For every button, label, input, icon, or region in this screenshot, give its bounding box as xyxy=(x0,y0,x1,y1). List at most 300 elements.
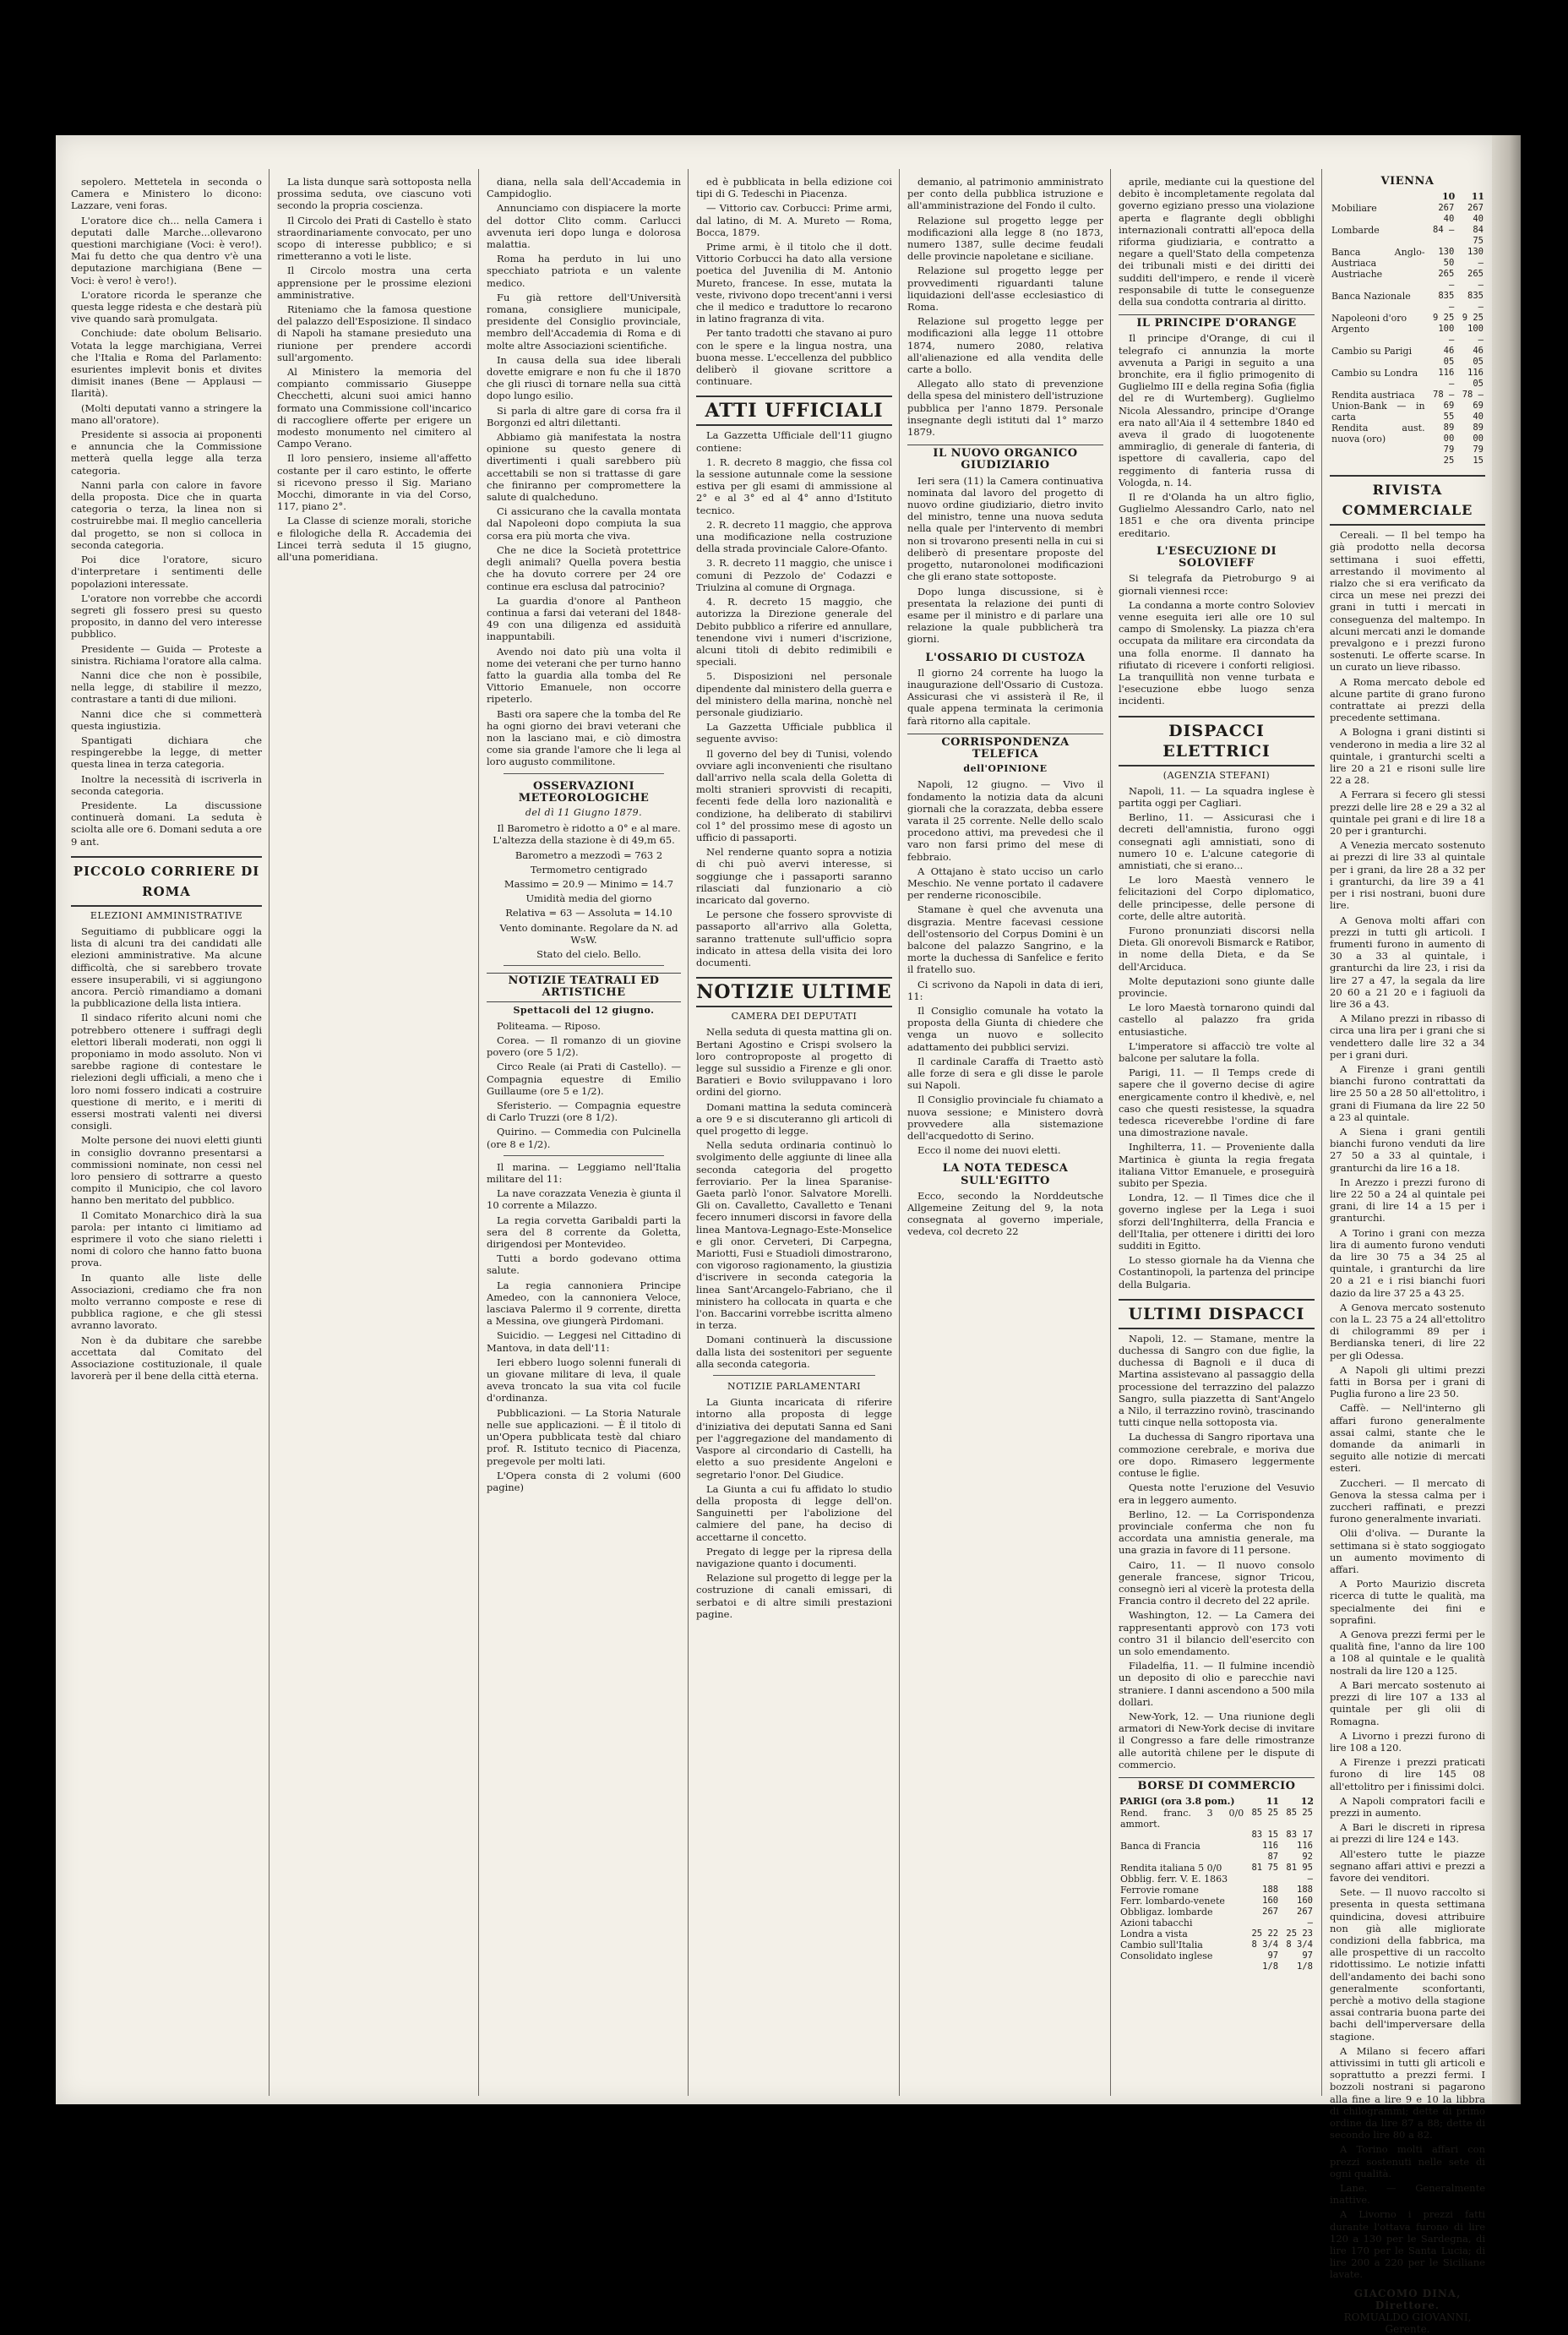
paragraph: Il sindaco riferito alcuni nomi che potrebbero ottenere i suffragi degli elettori liberali moderati, non oggi li proponiamo in modo assoluto. Non vi sarebbe ragione di contestare le rielezioni degli ufficiali, a meno che i loro nomi fossero indicati a costruire questione di merito, e i meriti di essersi mostrati valenti nei diversi consigli. xyxy=(71,1012,262,1132)
paragraph: Basti ora sapere che la tomba del Re ha ogni giorno dei bravi veterani che non la lasciano mai, e ciò dimostra come sia grande l'amore che li lega al loro augusto commilitone. xyxy=(487,707,681,768)
paragraph: Ci scrivono da Napoli in data di ieri, 11: xyxy=(907,978,1103,1002)
table-row xyxy=(1330,203,1485,225)
meteo-line: Termometro centigrado xyxy=(530,863,648,876)
vienna-header-label xyxy=(1330,190,1427,203)
paragraph: Lane. — Generalmente inattive. xyxy=(1330,2182,1485,2207)
table-row xyxy=(1119,1907,1315,1918)
paragraph: Al Ministero la memoria del compianto commissario Giuseppe Checchetti, alcuni suoi amici hanno formato una Commissione coll'incarico di raccogliere offerte per erigere un modesto monumento nel cimitero al Campo Verano. xyxy=(277,366,471,450)
table-cell-label: Rend. franc. 3 0/0 ammort. xyxy=(1120,1808,1244,1830)
section-title-vienna: VIENNA xyxy=(1380,175,1435,188)
table-cell-label: Rendita italiana 5 0/0 xyxy=(1120,1863,1222,1874)
paragraph: Per tanto tradotti che stavano ai puro con le spere e la lingua nostra, una buona messe. L'eccellenza del pubblico deliberò il giovane scrittore a continuare. xyxy=(696,327,892,388)
paragraph: Nella seduta ordinaria continuò lo svolgimento delle aggiunte di linee alla seconda categoria del progetto ferroviario. Per la linea Sparanise-Gaeta parlò l'onor. Salvatore Morelli. Gli on. Cavalletto, Cavalletto e Tenani fecero innumeri discorsi in favore della linea Mantova-Legnago-Este-Monselice e gli onor. Cerveteri, Di Carpegna, Mariotti, Fusi e Stuadioli dimostrarono, con vigoroso ragionamento, la giustizia d'iscrivere in seconda categoria la linea Sant'Arcangelo-Fabriano, che il ministero ha collocata in quarta e che l'on. Baccarini vorrebbe iscritta almeno in terza. xyxy=(696,1139,892,1332)
director-name: GIACOMO DINA, Direttore. xyxy=(1353,2287,1462,2311)
table-cell-label: Argento xyxy=(1331,324,1369,336)
table-row xyxy=(1330,291,1485,313)
paragraph: Questa notte l'eruzione del Vesuvio era in leggero aumento. xyxy=(1119,1481,1315,1506)
paragraph: La nave corazzata Venezia è giunta il 10 corrente a Milazzo. xyxy=(487,1187,681,1212)
table-cell-value: 81 75 xyxy=(1251,1863,1279,1874)
meteo-line: Stato del cielo. Bello. xyxy=(536,947,641,960)
paragraph: Abbiamo già manifestata la nostra opinione su questo genere di divertimenti i quali sarebbero più accettabili se non si trattasse di gare che finiranno per compromettere la salute di qualcheduno. xyxy=(487,431,681,504)
paragraph: Pubblicazioni. — La Storia Naturale nelle sue applicazioni. — È il titolo di un'Opera pubblicata testè dal chiaro prof. R. Istituto tecnico di Piacenza, pregevole per molti lati. xyxy=(487,1406,681,1467)
table-cell-value: 160 xyxy=(1297,1896,1313,1907)
paragraph: La duchessa di Sangro riportava una commozione cerebrale, e moriva due ore dopo. Rimasero leggermente contuse le figlie. xyxy=(1119,1431,1315,1480)
table-cell-value: 188 xyxy=(1297,1885,1313,1896)
column-7 xyxy=(1330,175,1485,2335)
paragraph: Presidente si associa ai proponenti e annuncia che la Commissione metterà quella legge alla terza categoria. xyxy=(71,428,262,477)
table-cell-label: Ferrovie romane xyxy=(1120,1885,1199,1896)
paragraph: L'oratore dice ch... nella Camera i deputati dalle Marche...ollevarono questioni marchigiane (Voci: è vero!). Mai fu detto che qua dentro v'è una deputazione marchigiana (Bene — Voci: è vero! è vero!). xyxy=(71,214,262,286)
table-cell-value: 79 25 xyxy=(1443,445,1455,466)
table-cell-label: Cambio su Parigi xyxy=(1331,346,1413,357)
paragraph: Seguitiamo di pubblicare oggi la lista di alcuni tra dei candidati alle elezioni amministrative. Ma alcune difficoltà, che si sarebbero trovate essere insuperabili, vi si aggiungono ancora. Perciò rimandiamo a domani la pubblicazione della lista intiera. xyxy=(71,925,262,1010)
table-cell-label: Napoleoni d'oro xyxy=(1331,313,1407,325)
paragraph: Avendo noi dato più una volta il nome dei veterani che per turno hanno fatto la guardia alla tomba del Re Vittorio Emanuele, non occorre ripeterlo. xyxy=(487,645,681,706)
column-3-text xyxy=(487,176,681,768)
meteo-line: Relativa = 63 — Assoluta = 14.10 xyxy=(505,907,672,919)
column-divider xyxy=(478,169,479,2096)
column-5 xyxy=(907,176,1103,2094)
section-title-teatrali: NOTIZIE TEATRALI ED ARTISTICHE xyxy=(487,973,681,1001)
paragraph: Annunciamo con dispiacere la morte del dottor Clito comm. Carlucci avvenuta ieri dopo lunga e dolorosa malattia. xyxy=(487,202,681,251)
paragraph: Allegato allo stato di prevenzione della spesa del ministero dell'istruzione pubblica per l'anno 1879. Personale insegnante degli istituti dal 1° marzo 1879. xyxy=(907,378,1103,439)
table-cell-value: 100 — xyxy=(1467,324,1484,346)
paragraph: Furono pronunziati discorsi nella Dieta. Gli onorevoli Bismarck e Ratibor, in nome della Dieta, e da Se dell'Arciduca. xyxy=(1119,924,1315,973)
paragraph: Cairo, 11. — Il nuovo consolo generale francese, signor Tricou, consegnò ieri al vicerè la protesta della Francia contro il decreto del 22 aprile. xyxy=(1119,1558,1315,1607)
table-cell-value: 89 00 xyxy=(1443,423,1455,445)
paragraph: 5. Disposizioni nel personale dipendente dal ministero della guerra e del ministero della marina, nonchè nel personale giudiziario. xyxy=(696,670,892,718)
table-cell-value: 69 55 xyxy=(1443,401,1455,423)
table-row xyxy=(1119,1896,1315,1907)
table-cell-value: 79 15 xyxy=(1473,445,1484,466)
paragraph: A Bologna i grani distinti si venderono in media a lire 32 al quintale, i granturchi scelti a lire 20 a 21 e risoni sulle lire 22 a 28. xyxy=(1330,726,1485,787)
theatre-line: Quirino. — Commedia con Pulcinella (ore 8 e 1/2). xyxy=(487,1126,681,1150)
borsa-header-market: PARIGI (ora 3.8 pom.) xyxy=(1119,1796,1235,1808)
paragraph: Molte deputazioni sono giunte dalle provincie. xyxy=(1119,974,1315,999)
paragraph: Il re d'Olanda ha un altro figlio, Guglielmo Alessandro Carlo, nato nel 1851 e che ora diventa principe ereditario. xyxy=(1119,491,1315,539)
paragraph: Olii d'oliva. — Durante la settimana si è stato soggiogato un aumento movimento di affari. xyxy=(1330,1527,1485,1576)
paragraph: Le loro Maestà tornarono quindi dal castello al palazzo fra grida entusiastiche. xyxy=(1119,1001,1315,1038)
table-cell-value: 265 — xyxy=(1467,269,1484,291)
table-row xyxy=(1330,324,1485,346)
paragraph: Il Comitato Monarchico dirà la sua parola: per intanto ci limitiamo ad esprimere il voto che siano rieletti i nomi di coloro che hanno fatto buona prova. xyxy=(71,1208,262,1269)
paragraph: Nanni parla con calore in favore della proposta. Dice che in quarta categoria o terza, la linea non si costruirebbe mai. Il meglio cancelleria dal progetto, se non si colloca in seconda categoria. xyxy=(71,478,262,551)
borsa-header-day1: 11 xyxy=(1266,1796,1280,1808)
table-cell-value: 188 xyxy=(1262,1885,1279,1896)
paragraph: Inghilterra, 11. — Proveniente dalla Martinica è giunta la regia fregata italiana Vittor Emanuele, e proseguirà subito per Spezia. xyxy=(1119,1141,1315,1190)
paragraph: Nanni dice che non è possibile, nella legge, di stabilire il mezzo, contrastare a tanti di due milioni. xyxy=(71,668,262,706)
section-title-principe: IL PRINCIPE D'ORANGE xyxy=(1119,314,1315,330)
paragraph: L'oratore non vorrebbe che accordi segreti gli fossero presi su questo proposito, in danno del vero interesse pubblico. xyxy=(71,592,262,641)
paragraph: Ieri ebbero luogo solenni funerali di un giovane militare di leva, il quale aveva troncato la sua vita col fucile d'ordinanza. xyxy=(487,1356,681,1405)
table-row xyxy=(1330,269,1485,291)
dispacci-text xyxy=(1119,785,1315,1290)
table-row xyxy=(1330,401,1485,423)
paragraph: Il marina. — Leggiamo nell'Italia militare del 11: xyxy=(487,1160,681,1186)
table-row xyxy=(1119,1939,1315,1950)
meteo-line: Barometro a mezzodì = 763 2 xyxy=(514,848,663,861)
column-1 xyxy=(71,176,262,2094)
paragraph: 2. R. decreto 11 maggio, che approva una modificazione nella costruzione della strada provinciale Calore-Ofanto. xyxy=(696,518,892,555)
table-row xyxy=(1119,1830,1315,1841)
meteo-line: Vento dominante. Regolare da N. ad WsW. xyxy=(499,921,678,946)
paragraph: diana, nella sala dell'Accademia in Campidoglio. xyxy=(487,176,681,200)
paragraph: Il cardinale Caraffa di Traetto astò alle forze di sera e gli disse le parole sui Napoli. xyxy=(907,1055,1103,1092)
section-subtitle-spettacoli: Spettacoli del 12 giugno. xyxy=(513,1004,655,1016)
paragraph: Lo stesso giornale ha da Vienna che Costantinopoli, la partenza del principe della Bulgaria. xyxy=(1119,1254,1315,1290)
paragraph: Napoli, 12. — Stamane, mentre la duchessa di Sangro con due figlie, la duchessa di Bagnoli e il duca di Martina assistevano al passaggio della processione del terrazzino del palazzo Sangro, sulla piazzetta di Sant'Angelo a Nilo, il terrazzino rovinò, trascinando tutti cinque nella sottoposta via. xyxy=(1119,1332,1315,1429)
paragraph: Il governo del bey di Tunisi, volendo ovviare agli inconvenienti che risultano dall'arrivo nella scala della Goletta di molti stranieri sprovvisti di recapiti, fecenti fede della loro nazionalità e condizione, ha deliberato di stabilirvi col 1° del prossimo mese di agosto un ufficio di passaporti. xyxy=(696,747,892,843)
column-2 xyxy=(277,176,471,2094)
paragraph: A Bari mercato sostenuto ai prezzi di lire 107 a 133 al quintale per gli olii di Romagna. xyxy=(1330,1678,1485,1727)
paragraph: — Vittorio cav. Corbucci: Prime armi, dal latino, di M. A. Mureto — Roma, Bocca, 1879. xyxy=(696,202,892,238)
egitto-text xyxy=(907,1190,1103,1238)
paragraph: Si parla di altre gare di corsa fra il Borgonzi ed altri dilettanti. xyxy=(487,404,681,428)
meteo-line: Umidità media del giorno xyxy=(525,892,652,905)
table-cell-value: 267 xyxy=(1262,1907,1279,1918)
paragraph: La regia corvetta Garibaldi parti la sera del 8 corrente da Goletta, dirigendosi per Montevideo. xyxy=(487,1214,681,1251)
divider-rule xyxy=(713,1375,875,1376)
table-row xyxy=(1330,390,1485,401)
paragraph: A Siena i grani gentili bianchi furono venduti da lire 27 50 a 33 al quintale, i granturchi da lire 16 a 18. xyxy=(1330,1125,1485,1174)
borsa-table xyxy=(1119,1795,1315,1972)
paragraph: Il loro pensiero, insieme all'affetto costante per il caro estinto, le offerte si ricevono presso il Sig. Mariano Mocchi, dimorante in via del Corso, 117, piano 2°. xyxy=(277,452,471,513)
paragraph: A Milano prezzi in ribasso di circa una lira per i grani che si vendettero dalle lire 32 a 34 per i grani duri. xyxy=(1330,1012,1485,1061)
table-cell-label: Londra a vista xyxy=(1120,1929,1188,1940)
principe-text xyxy=(1119,332,1315,538)
paragraph: A Bari le discreti in ripresa ai prezzi di lire 124 e 143. xyxy=(1330,1821,1485,1846)
divider-rule xyxy=(504,1155,664,1156)
table-cell-value: 84 — xyxy=(1433,225,1455,236)
paragraph: Sete. — Il nuovo raccolto si presenta in questa settimana quindicina, dovesi attribuire non già alle migliorate condizioni della fabbrica, ma alle prospettive di un raccolto ridottissimo. Le notizie infatti dell'andamento dei bachi sono generalmente sconfortanti, perchè a motivo della stagione assai contraria buona parte dei bachi dell'imperversare della stagione. xyxy=(1330,1886,1485,2043)
paragraph: Londra, 12. — Il Times dice che il governo inglese per la Lega i suoi sforzi dell'Inghilterra, della Francia e dell'Italia, per ottenere i diritti dei loro sudditi in Egitto. xyxy=(1119,1192,1315,1252)
paragraph: (Molti deputati vanno a stringere la mano all'oratore). xyxy=(71,401,262,426)
paragraph: L'oratore ricorda le speranze che questa legge ridesta e che destarà più vive quando sarà promulgata. xyxy=(71,288,262,325)
paragraph: Il principe d'Orange, di cui il telegrafo ci annunzia la morte avvenuta a Parigi in seguito a una bronchite, era il figlio primogenito di Guglielmo III e della regina Sofia (figlia del re di Wurtemberg). Guglielmo Nicola Alessandro, principe d'Orange era nato all'Aia il 4 settembre 1840 ed aveva il grado di luogotenente ammiraglio, di generale di fanteria, di ispettore di cavalleria, capo del reggimento di fanteria russa di Vologda, n. 14. xyxy=(1119,332,1315,488)
table-cell-value: 835 — xyxy=(1438,291,1455,313)
paragraph: Parigi, 11. — Il Temps crede di sapere che il governo decise di agire energicamente contro il khedivè, e, nel caso che questi resistesse, la squadra tedesca riceverebbe l'ordine di fare una dimostrazione navale. xyxy=(1119,1067,1315,1139)
column-1-text xyxy=(71,176,262,848)
table-cell-value: 9 25 xyxy=(1433,313,1455,324)
theatre-line: Corea. — Il romanzo di un giovine povero (ore 5 1/2). xyxy=(487,1034,681,1059)
table-cell-value: 9 25 xyxy=(1462,313,1484,324)
table-row xyxy=(1119,1841,1315,1863)
paragraph: A Ferrara si fecero gli stessi prezzi delle lire 28 e 29 a 32 al quintale pei grani e di lire 18 a 20 per i granturchi. xyxy=(1330,788,1485,837)
table-cell-label: Ferr. lombardo-venete xyxy=(1120,1896,1225,1907)
paragraph: Non è da dubitare che sarebbe accettata dal Comitato del Associazione costituzionale, il quale lavorerà per il bene della città eterna. xyxy=(71,1334,262,1383)
column-4-text xyxy=(696,176,892,387)
section-subtitle-opinione: dell'OPINIONE xyxy=(963,763,1048,775)
vienna-header-day2: 11 xyxy=(1471,191,1484,203)
paragraph: Tutti a bordo godevano ottima salute. xyxy=(487,1252,681,1277)
table-cell-value: 160 xyxy=(1262,1896,1279,1907)
theatre-lines xyxy=(487,1020,681,1150)
column-divider xyxy=(899,169,900,2096)
paragraph: Conchiude: date obolum Belisario. Votata la legge marchigiana, Verrei che l'Italia e Roma del Parlamento: esurientes implevit bonis et divites dimisit inanes (Bene — Applausi — Ilarità). xyxy=(71,327,262,400)
meteo-lines xyxy=(487,822,681,960)
paragraph: Suicidio. — Leggesi nel Cittadino di Mantova, in data dell'11: xyxy=(487,1329,681,1354)
paragraph: L'imperatore si affacciò tre volte al balcone per salutare la folla. xyxy=(1119,1039,1315,1064)
table-cell-value: 267 40 xyxy=(1438,203,1455,225)
paragraph: Nella seduta di questa mattina gli on. Bertani Agostino e Crispi svolsero la loro controproposte al progetto di legge sul sussidio a Firenze e gli onor. Baratieri e Bovio sviluppavano i loro ordini del giorno. xyxy=(696,1026,892,1099)
table-cell-label: Banca Anglo-Austriaca xyxy=(1331,247,1425,270)
paragraph: Pregato di legge per la ripresa della navigazione quanto i documenti. xyxy=(696,1545,892,1569)
column-5-text xyxy=(907,176,1103,438)
paragraph: Nel renderne quanto sopra a notizia di chi può avervi interesse, si soggiunge che i passaporti saranno rilasciati dal funzionario a ciò incaricato dal governo. xyxy=(696,846,892,906)
page-edge xyxy=(1492,135,1521,2104)
section-title-borse: BORSE DI COMMERCIO xyxy=(1119,1777,1315,1792)
newspaper-page xyxy=(56,135,1492,2335)
paragraph: Relazione sul progetto legge per modificazioni alla legge 8 (no 1873, numero 1387, sulle decime feudali delle provincie napoletane e siciliane. xyxy=(907,214,1103,263)
soloviev-text xyxy=(1119,572,1315,707)
table-cell-value: 84 75 xyxy=(1473,225,1484,247)
paragraph: Zuccheri. — Il mercato di Genova la stessa calma per i zuccheri raffinati, e prezzi furono generalmente invariati. xyxy=(1330,1476,1485,1525)
table-cell-value: 83 17 xyxy=(1286,1830,1313,1841)
paragraph: A Roma mercato debole ed alcune partite di grano furono contrattate ai prezzi della precedente settimana. xyxy=(1330,675,1485,724)
table-cell-label: Obbligaz. lombarde xyxy=(1120,1907,1213,1918)
paragraph: 1. R. decreto 8 maggio, che fissa col la sessione autunnale come la sessione estiva per gli esami di ammissione al 2° e al 3° ed al 4° anno d'Istituto tecnico. xyxy=(696,456,892,516)
paragraph: Riteniamo che la famosa questione del palazzo dell'Esposizione. Il sindaco di Napoli ha stamane presieduto una riunione per prendere accordi sull'argomento. xyxy=(277,303,471,363)
corrispondenza-text xyxy=(907,778,1103,1156)
paragraph: Cereali. — Il bel tempo ha già prodotto nella decorsa settimana i suoi effetti, arrestando il movimento al rialzo che si era verificato da circa un mese nei prezzi dei grani in tutti i mercati in conseguenza del maltempo. In alcuni mercati anzi le domande prevalgono e i prezzi furono sostenuti. Le offerte scarse. In un curato un lieve ribasso. xyxy=(1330,529,1485,674)
section-subtitle-parlamentari: NOTIZIE PARLAMENTARI xyxy=(727,1381,861,1393)
column-divider xyxy=(1321,169,1322,2096)
section-title-corrispondenza: CORRISPONDENZA TELEFICA xyxy=(907,734,1103,761)
section-subtitle-elezioni: ELEZIONI AMMINISTRATIVE xyxy=(90,909,243,921)
table-cell-value: 267 40 xyxy=(1467,203,1484,225)
table-cell-value: 25 23 xyxy=(1286,1929,1313,1939)
paragraph: Domani mattina la seduta comincerà a ore 9 e si discuteranno gli articoli di quel progetto di legge. xyxy=(696,1100,892,1137)
column-2-text xyxy=(277,176,471,563)
column-3 xyxy=(487,176,681,2094)
paragraph: Relazione sul progetto legge per provvedimenti riguardanti talune liquidazioni dell'asse ecclesiastico di Roma. xyxy=(907,265,1103,314)
paragraph: Nanni dice che si commetterà questa ingiustizia. xyxy=(71,707,262,732)
paragraph: Ieri sera (11) la Camera continuativa nominata dal lavoro del progetto di nuovo ordine giudiziario, dietro invito del ministro, tenne una nuova seduta nella quale per l'intervento di membri non si trovarono presenti nella in cui si deliberò di presentare proposte del progetto, nutaronolonei modificazioni che gli erano state sottoposte. xyxy=(907,474,1103,583)
table-cell-label: Cambio su Londra xyxy=(1331,368,1418,379)
paragraph: A Milano si fecero affari attivissimi in tutti gli articoli e soprattutto a prezzi fermi. I bozzoli nostrani si pagarono alla fine a lire 9 e 10 la libbra di chilogrammi; dette di primo ordine da lire 87 a 88; dette di secondo lire 80 a 82. xyxy=(1330,2044,1485,2141)
paragraph: ed è pubblicata in bella edizione coi tipi di G. Tedeschi in Piacenza. xyxy=(696,176,892,200)
table-cell-value: 78 — xyxy=(1433,390,1455,401)
paragraph: Relazione sul progetto legge per modificazioni alla legge 11 ottobre 1874, numero 2080, relativa all'alienazione ed alla vendita delle carte a bollo. xyxy=(907,315,1103,376)
paragraph: La regia cannoniera Principe Amedeo, con la cannoniera Veloce, lasciava Palermo il 9 corrente, diretta a Messina, ove giungerà Pirdomani. xyxy=(487,1279,681,1328)
paragraph: A Genova molti affari con prezzi in tutti gli articoli. I frumenti furono in aumento di 30 a 33 al quintale, i granturchi da lire 23, i risi da lire 27 a 47, la segala da lire 20 60 a 21 20 e i fagiuoli da lire 36 a 43. xyxy=(1330,914,1485,1010)
table-cell-value: 83 15 xyxy=(1251,1830,1279,1841)
meteo-line: Massimo = 20.9 — Minimo = 14.7 xyxy=(504,877,674,890)
borsa-header-day2: 12 xyxy=(1300,1796,1314,1808)
paragraph: Ci assicurano che la cavalla montata dal Napoleoni dopo compiuta la sua corsa era più morta che viva. xyxy=(487,505,681,542)
section-title-notizie-ultime: NOTIZIE ULTIME xyxy=(696,977,892,1007)
section-title-rivista-commerciale: RIVISTA COMMERCIALE xyxy=(1330,475,1485,526)
paragraph: La Giunta incaricata di riferire intorno alla proposta di legge d'iniziativa dei deputati Sanna ed Sani per l'aggregazione del mandamento di Vaspore al circondario di Castelli, ha eletto a suo presidente Angeloni e segretario l'onor. Del Giudice. xyxy=(696,1396,892,1481)
paragraph: A Porto Maurizio discreta ricerca di tutte le qualità, ma specialmente dei fini e soprafini. xyxy=(1330,1578,1485,1626)
table-cell-value: 835 — xyxy=(1467,291,1484,313)
table-cell-value: 69 40 xyxy=(1473,401,1484,423)
paragraph: demanio, al patrimonio amministrato per conto della pubblica istruzione e all'amministrazione del Fondo il culto. xyxy=(907,176,1103,212)
paragraph: Napoli, 12 giugno. — Vivo il fondamento la notizia data da alcuni giornali che la corazzata, debba essere varata il 25 corrente. Nelle dello scalo procedono attivi, ma prevedesi che il varo non farsi primo del mese di febbraio. xyxy=(907,778,1103,863)
paragraph: Washington, 12. — La Camera dei rappresentanti approvò con 173 voti contro 31 il bilancio dell'esercito con un solo emendamento. xyxy=(1119,1609,1315,1657)
paragraph: A Firenze i prezzi praticati furono di lire 145 08 all'ettolitro per i finissimi dolci. xyxy=(1330,1756,1485,1792)
paragraph: Ecco il nome dei nuovi eletti. xyxy=(917,1144,1061,1157)
table-cell-value: 267 xyxy=(1297,1907,1313,1918)
table-cell-label: Austriache xyxy=(1331,269,1383,281)
paragraph: In Arezzo i prezzi furono di lire 22 50 a 24 al quintale pei grani, di lire 14 a 15 per i granturchi. xyxy=(1330,1176,1485,1225)
table-cell-value: 97 1/8 xyxy=(1297,1950,1313,1972)
paragraph: Il Consiglio provinciale fu chiamato a nuova sessione; e Ministero dovrà provvedere alla sistemazione dell'acquedotto di Serino. xyxy=(907,1094,1103,1143)
paragraph: 4. R. decreto 15 maggio, che autorizza la Direzione generale del Debito pubblico a riferire ed annullare, tenendone vivi i numeri d'iscrizione, alcuni titoli di debito redimibili e speciali. xyxy=(696,596,892,668)
table-cell-value: 25 22 xyxy=(1251,1929,1279,1939)
section-title-ultimi-dispacci: ULTIMI DISPACCI xyxy=(1119,1299,1315,1329)
paragraph: Che ne dice la Società protettrice degli animali? Quella povera bestia che ha dovuto correre per 24 ore continue era esclusa dal patrocinio? xyxy=(487,543,681,592)
table-row xyxy=(1330,313,1485,324)
section-title-atti-ufficiali: ATTI UFFICIALI xyxy=(696,396,892,426)
table-cell-value: 97 1/8 xyxy=(1262,1950,1279,1972)
table-row xyxy=(1119,1863,1315,1874)
divider-rule xyxy=(504,965,664,966)
piccolo-text xyxy=(71,925,262,1383)
table-cell-value: 130 — xyxy=(1467,247,1484,269)
paragraph: Fu già rettore dell'Università romana, consigliere municipale, presidente del Consiglio provinciale, membro dell'Accademia di Roma e di molte altre Associazioni scientifiche. xyxy=(487,291,681,352)
section-title-soloviev: L'ESECUZIONE DI SOLOVIEFF xyxy=(1156,544,1277,570)
paragraph: Presidente — Guida — Proteste a sinistra. Richiama l'oratore alla calma. xyxy=(71,642,262,667)
table-cell-value: 8 3/4 xyxy=(1286,1939,1313,1950)
paragraph: Si telegrafa da Pietroburgo 9 ai giornali viennesi rcce: xyxy=(1119,572,1315,597)
table-cell-value: — xyxy=(1307,1874,1313,1885)
paragraph: Relazione sul progetto di legge per la costruzione di canali emissari, di serbatoi e di altre simili prestazioni pagine. xyxy=(696,1572,892,1620)
paragraph: La Gazzetta Ufficiale pubblica il seguente avviso: xyxy=(696,721,892,745)
paragraph: A Ottajano è stato ucciso un carlo Meschio. Ne venne portato il cadavere per renderne riconoscibile. xyxy=(907,865,1103,902)
vienna-table xyxy=(1330,190,1485,466)
table-row xyxy=(1330,346,1485,368)
table-row xyxy=(1119,1874,1315,1885)
table-cell-label xyxy=(1119,1830,1245,1841)
table-cell-value: 265 — xyxy=(1438,269,1455,291)
paragraph: Dopo lunga discussione, si è presentata la relazione dei punti di esame per il ministro e di parlare una relazione la quale pubblicherà tra giorni. xyxy=(907,585,1103,646)
table-cell-label: Azioni tabacchi xyxy=(1120,1918,1193,1929)
paragraph: La guardia d'onore al Pantheon continua a farsi dai veterani del 1848-49 con una diligenza ed assiduità inappuntabili. xyxy=(487,594,681,643)
table-cell-value: 130 50 xyxy=(1438,247,1455,269)
table-cell-label: Rendita aust. nuova (oro) xyxy=(1331,423,1425,445)
theatre-line: Sferisterio. — Compagnia equestre di Carlo Truzzi (ore 8 1/2). xyxy=(487,1099,681,1124)
table-cell-value: 8 3/4 xyxy=(1251,1939,1279,1950)
table-cell-value: 46 05 xyxy=(1443,346,1455,368)
divider-rule xyxy=(504,773,664,774)
paragraph: Domani continuerà la discussione dalla lista dei sostenitori per seguente alla seconda categoria. xyxy=(696,1334,892,1370)
paragraph: Il Circolo dei Prati di Castello è stato straordinariamente convocato, per uno scopo di interesse pubblico; e si rimetteranno a voti le liste. xyxy=(277,214,471,263)
section-subtitle-stefani: (AGENZIA STEFANI) xyxy=(1162,769,1271,781)
vienna-header-day1: 10 xyxy=(1441,191,1456,203)
paragraph: Poi dice l'oratore, sicuro d'interpretare i sentimenti delle popolazioni interessate. xyxy=(71,554,262,590)
column-6 xyxy=(1119,176,1315,2094)
column-divider xyxy=(1110,169,1111,2096)
atti-text xyxy=(696,429,892,968)
paragraph: Spantigati dichiara che respingerebbe la legge, di metter questa linea in terza categoria. xyxy=(71,734,262,771)
paragraph: A Livorno i prezzi fatti durante l'ottava furono di lire 120 a 130 per le Sardegna, di lire 170 per le Santa Lucia; di lire 200 a 220 per le Siciliane lavate. xyxy=(1330,2208,1485,2281)
table-cell-label: Mobiliare xyxy=(1331,203,1377,215)
camera-text xyxy=(696,1026,892,1370)
table-cell-value: 116 05 xyxy=(1467,368,1484,390)
table-cell-label: Rendita austriaca xyxy=(1331,390,1415,401)
parlamentari-text xyxy=(696,1396,892,1620)
theatre-line: Politeama. — Riposo. xyxy=(497,1019,601,1032)
table-row xyxy=(1119,1885,1315,1896)
table-row xyxy=(1330,368,1485,390)
table-row xyxy=(1330,423,1485,445)
paragraph: Ecco, secondo la Norddeutsche Allgemeine Zeitung del 9, la nota consegnata al governo imperiale, vedeva, col decreto 22 xyxy=(907,1189,1103,1238)
paragraph: L'Opera consta di 2 volumi (600 pagine) xyxy=(487,1469,681,1493)
paragraph: Il Consiglio comunale ha votato la proposta della Giunta di chiedere che venga un nuovo e sollecito adattamento dei pubblici servizi. xyxy=(907,1005,1103,1053)
section-title-piccolo-corriere: PICCOLO CORRIERE DI ROMA xyxy=(71,856,262,907)
section-title-ossario: L'OSSARIO DI CUSTOZA xyxy=(925,651,1086,664)
table-row xyxy=(1330,247,1485,269)
paragraph: Il giorno 24 corrente ha luogo la inaugurazione dell'Ossario di Custoza. Assicurasi che vi assisterà il Re, il quale appena terminata la cerimonia farà ritorno alla capitale. xyxy=(907,666,1103,727)
rivista-text xyxy=(1330,529,1485,2280)
section-title-dispacci: DISPACCI ELETTRICI xyxy=(1119,716,1315,767)
paragraph: In causa della sua idee liberali dovette emigrare e non fu che il 1870 che gli riuscì di tornare nella sua città dopo lungo esilio. xyxy=(487,353,681,402)
paragraph: New-York, 12. — Una riunione degli armatori di New-York decise di invitare il Congresso a fare delle rimostranze alle autorità chilene per le dispute di commercio. xyxy=(1119,1710,1315,1770)
table-cell-label: Union-Bank — in carta xyxy=(1331,401,1425,423)
paragraph: Berlino, 11. — Assicurasi che i decreti dell'amnistia, furono oggi consegnati agli amnistiati, sono di numero 10 e. L'alcune categorie di amnistiati, che si erano... xyxy=(1119,811,1315,871)
paragraph: In quanto alle liste delle Associazioni, crediamo che fra non molto verranno composte e rese di pubblica ragione, e che gli stessi avranno lavorato. xyxy=(71,1271,262,1332)
paragraph: Roma ha perduto in lui uno specchiato patriota e un valente medico. xyxy=(487,253,681,289)
paragraph: A Genova prezzi fermi per le qualità fine, l'anno da lire 100 a 108 al quintale e le qualità nostrali da lire 120 a 125. xyxy=(1330,1628,1485,1677)
paragraph: Prime armi, è il titolo che il dott. Vittorio Corbucci ha dato alla versione poetica del Juvenilia di M. Antonio Mureto, francese. In esse, mutata la veste, rivivono dopo trecent'anni i versi che il medico e traduttore lo recarono in latino fragranza di vita. xyxy=(696,241,892,325)
table-cell-value: 78 — xyxy=(1462,390,1484,401)
table-cell-value: 116 — xyxy=(1438,368,1455,390)
ultimi-text xyxy=(1119,1333,1315,1770)
paragraph: La Gazzetta Ufficiale dell'11 giugno contiene: xyxy=(696,429,892,454)
table-cell-value: — xyxy=(1307,1918,1313,1929)
paragraph: Le persone che fossero sprovviste di passaporto all'arrivo alla Goletta, saranno trattenute sull'ufficio sopra indicato in attesa della visita dei loro documenti. xyxy=(696,908,892,968)
column-6-text xyxy=(1119,176,1315,308)
theatre-line: Circo Reale (ai Prati di Castello). — Compagnia equestre di Emilio Guillaume (ore 5 e 1/2). xyxy=(487,1061,681,1097)
paragraph: Berlino, 12. — La Corrispondenza provinciale conferma che non fu accordata una amnistia generale, ma una grazia in favore di 11 persone. xyxy=(1119,1508,1315,1557)
paragraph: A Livorno i prezzi furono di lire 108 a 120. xyxy=(1330,1729,1485,1754)
paragraph: A Torino molti affari con prezzi sostenuti nelle sete di ogni qualità. xyxy=(1330,2143,1485,2180)
section-title-meteo: OSSERVAZIONI METEOROLOGICHE xyxy=(518,779,650,805)
paragraph: A Napoli gli ultimi prezzi fatti in Borsa per i grani di Puglia furono a lire 23 50. xyxy=(1330,1363,1485,1400)
table-row xyxy=(1119,1950,1315,1972)
paragraph: Inoltre la necessità di iscriverla in seconda categoria. xyxy=(71,772,262,797)
table-cell-value xyxy=(1245,1918,1280,1929)
section-title-organico: IL NUOVO ORGANICO GIUDIZIARIO xyxy=(907,445,1103,472)
table-cell-label: Lombarde xyxy=(1331,225,1380,237)
table-cell-label: Banca Nazionale xyxy=(1331,291,1411,303)
table-cell-value: 85 25 xyxy=(1286,1808,1313,1819)
gerente-name: ROMUALDO GIOVANNI, Gerente. xyxy=(1343,2311,1472,2335)
paragraph: Presidente. La discussione continuerà domani. La seduta è sciolta alle ore 6. Domani seduta a ore 9 ant. xyxy=(71,799,262,848)
paragraph: La Classe di scienze morali, storiche e filologiche della R. Accademia dei Lincei terrà seduta il 15 giugno, all'una pomeridiana. xyxy=(277,515,471,564)
column-divider xyxy=(269,169,270,2096)
meteo-line: Il Barometro è ridotto a 0° e al mare. L'altezza della stazione è di 49,m 65. xyxy=(493,822,681,847)
paragraph: Le loro Maestà vennero le felicitazioni del Corpo diplomatico, delle principesse, delle persone di corte, delle altre autorità. xyxy=(1119,874,1315,922)
table-cell-label: Consolidato inglese xyxy=(1120,1950,1213,1962)
paragraph: 3. R. decreto 11 maggio, che unisce i comuni di Pezzolo de' Codazzi e Triulzina al comune di Orgnaga. xyxy=(696,557,892,593)
table-row xyxy=(1119,1808,1315,1830)
table-cell-label: Banca di Francia xyxy=(1120,1841,1200,1852)
ossario-text xyxy=(907,667,1103,727)
column-4 xyxy=(696,176,892,2094)
paragraph: La lista dunque sarà sottoposta nella prossima seduta, ove ciascuno voti secondo la propria coscienza. xyxy=(277,176,471,212)
signature-block xyxy=(1330,2288,1485,2335)
column-3-bottom-text xyxy=(487,1161,681,1493)
table-row xyxy=(1119,1929,1315,1939)
paragraph: La Giunta a cui fu affidato lo studio della proposta di legge dell'on. Sanguinetti per l'abolizione del calmiere del pane, ha deciso di accettarne il concetto. xyxy=(696,1482,892,1543)
table-cell-label: Obblig. ferr. V. E. 1863 xyxy=(1120,1874,1228,1885)
paragraph: Stamane è quel che avvenuta una disgrazia. Mentre facevasi cessione dell'ostensorio del Corpus Domini è un balcone del palazzo Sangrino, e la morte la duchessa di Sanfelice e ferito il fratello suo. xyxy=(907,903,1103,976)
table-cell-value: 85 25 xyxy=(1251,1808,1279,1819)
paragraph: sepolero. Mettetela in seconda o Camera e Ministero lo dicono: Lazzare, veni foras. xyxy=(71,176,262,212)
table-cell-value: 116 87 xyxy=(1262,1841,1279,1863)
